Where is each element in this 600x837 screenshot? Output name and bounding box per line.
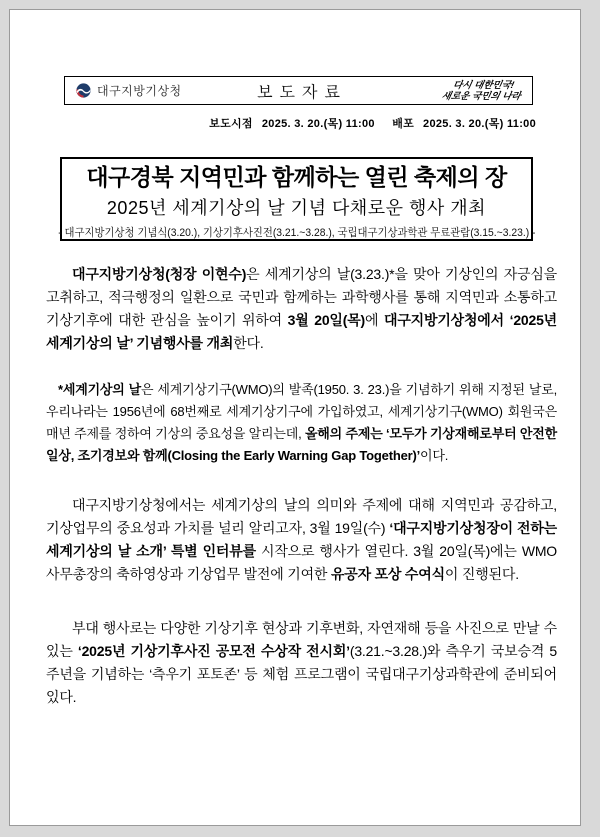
body-paragraph-1 (46, 263, 557, 355)
text-run: 은 세계기상기구(WMO)의 발족(1950. 3. 23.)을 기념하기 위해 지정된 날로, 우리나라는 1956년에 68번째로 세계기상기구에 가입하였고, 세계기상기구(WMO) 회원국은 매년 주제를 정하여 기상의 중요성을 알리는데, (46, 382, 558, 441)
text-run: 이다. (420, 448, 449, 463)
text-run: 올해의 주제는 ‘모두가 기상재해로부터 안전한 일상, 조기경보와 함께(Closing the Early Warning Gap Together)’ (46, 426, 557, 463)
korea-government-emblem-icon (75, 82, 92, 99)
text-run: (3.21.~3.28.)와 측우기 국보승격 5주년을 기념하는 ‘측우기 포토존’ 등 체험 프로그램이 국립대구기상과학관에 준비되어 있다. (46, 643, 557, 705)
distribution-label: 배포 (392, 118, 415, 130)
text-run: 부대 행사로는 다양한 기상기후 현상과 기후변화, 자연재해 등을 사진으로 만날 수 있는 (46, 620, 557, 659)
slogan-line-2: 새로운 국민의 나라 (440, 90, 522, 102)
headline-sub: 2025년 세계기상의 날 기념 다채로운 행사 개최 (106, 197, 487, 218)
slogan-line-1: 다시 대한민국! (452, 79, 516, 91)
release-time-label: 보도시점 (209, 118, 253, 130)
text-run: 시작으로 행사가 열린다. 3월 20일(목)에는 WMO 사무총장의 축하영상과 기상업무 발전에 기여한 (46, 543, 557, 582)
text-run: 한다. (233, 335, 264, 351)
text-run: 3월 20일(목) (287, 312, 366, 328)
headline-box (57, 157, 536, 241)
text-run: ‘2025년 기상기후사진 공모전 수상작 전시회’ (77, 643, 350, 659)
press-release-body (46, 263, 557, 709)
headline-event-summary: - 대구지방기상청 기념식(3.20.), 기상기후사진전(3.21.~3.28.), 국립대구기상과학관 무료관람(3.15.~3.23.) - (57, 226, 536, 239)
release-time-value: 2025. 3. 20.(목) 11:00 (261, 118, 375, 130)
agency-identity (75, 82, 182, 99)
document-page (9, 9, 581, 826)
distribution-value: 2025. 3. 20.(목) 11:00 (423, 118, 536, 130)
text-run: 에 (365, 312, 385, 328)
document-type-label: 보도자료 (257, 84, 347, 101)
text-run: 대구지방기상청(청장 이현수) (72, 266, 247, 282)
text-run: 대구지방기상청에서는 세계기상의 날의 의미와 주제에 대해 지역민과 공감하고, 기상업무의 중요성과 가치를 널리 알리고자, 3월 19일(수) (46, 497, 557, 536)
headline-main: 대구경북 지역민과 함께하는 열린 축제의 장 (86, 163, 507, 190)
body-paragraph-2 (46, 494, 557, 586)
release-info-line (209, 115, 536, 131)
text-run: ‘대구지방기상청장이 전하는 세계기상의 날 소개’ 특별 인터뷰를 (46, 520, 557, 559)
government-slogan (441, 80, 524, 102)
text-run: 유공자 포상 수여식 (330, 566, 445, 582)
agency-name: 대구지방기상청 (97, 84, 182, 98)
text-run: *세계기상의 날 (58, 382, 142, 397)
press-release-header-box (64, 76, 533, 105)
text-run: 이 진행된다. (444, 566, 519, 582)
body-paragraph-3 (46, 617, 557, 709)
footnote-world-meteorological-day (46, 379, 557, 467)
text-run: 은 세계기상의 날(3.23.)*을 맞아 기상인의 자긍심을 고취하고, 적극행정의 일환으로 국민과 함께하는 과학행사를 통해 지역민과 소통하고 기상기후에 대한 관심을 높이기 위하여 (46, 266, 557, 328)
text-run: 대구지방기상청에서 ‘2025년 세계기상의 날’ 기념행사를 개최 (46, 312, 557, 351)
